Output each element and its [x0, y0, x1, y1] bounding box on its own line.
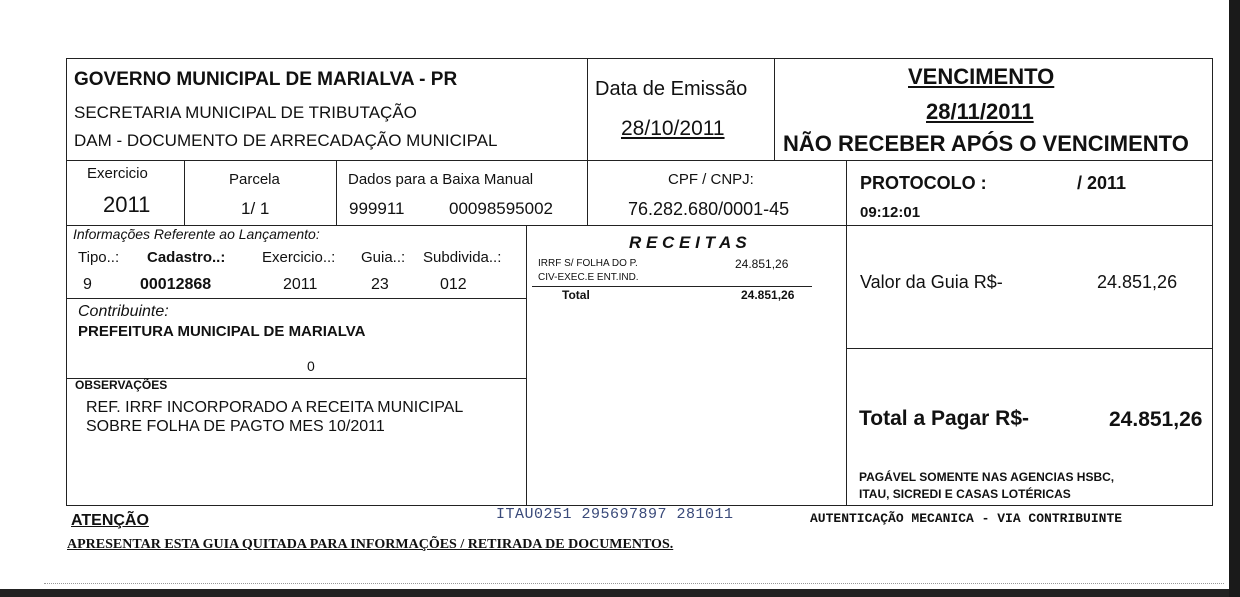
exercicio-value: 2011: [103, 192, 151, 217]
exercicio-label: Exercicio: [87, 165, 148, 182]
tipo-value: 9: [83, 276, 92, 293]
cadastro-value: 00012868: [140, 276, 212, 293]
baixa-value-1: 999911: [349, 199, 405, 218]
receita-item-line2: CIV-EXEC.E ENT.IND.: [538, 272, 639, 283]
protocolo-year: / 2011: [1077, 173, 1127, 193]
guia-label: Guia..:: [361, 249, 406, 266]
exercicio-lanc-label: Exercicio..:: [262, 249, 336, 266]
valor-guia-value: 24.851,26: [1097, 272, 1178, 292]
receitas-total-line: [532, 286, 812, 287]
receitas-title: R E C E I T A S: [629, 233, 747, 252]
scan-bottom-edge: [0, 589, 1240, 597]
divider: [846, 160, 847, 506]
autenticacao-text: AUTENTICAÇÃO MECANICA - VIA CONTRIBUINTE: [810, 511, 1123, 526]
scan-dotted-line: [44, 583, 1224, 584]
protocolo-label: PROTOCOLO :: [860, 173, 987, 193]
aviso-text: APRESENTAR ESTA GUIA QUITADA PARA INFORMAÇÕES / RETIRADA DE DOCUMENTOS.: [67, 537, 674, 552]
pagavel-note-2: ITAU, SICREDI E CASAS LOTÉRICAS: [859, 487, 1071, 501]
divider: [846, 348, 1213, 349]
divider: [66, 160, 1213, 161]
org-title: GOVERNO MUNICIPAL DE MARIALVA - PR: [74, 69, 458, 90]
divider: [774, 58, 775, 161]
divider: [587, 58, 588, 225]
divider: [526, 225, 527, 506]
tipo-label: Tipo..:: [78, 249, 120, 266]
divider: [184, 160, 185, 225]
scan-right-edge: [1229, 0, 1240, 597]
due-date: 28/11/2011: [926, 99, 1034, 124]
receitas-total-label: Total: [562, 288, 590, 302]
baixa-value-2: 00098595002: [449, 199, 554, 218]
contribuinte-label: Contribuinte:: [78, 303, 169, 320]
pagavel-note-1: PAGÁVEL SOMENTE NAS AGENCIAS HSBC,: [859, 470, 1115, 484]
subdivida-label: Subdivida..:: [423, 249, 502, 266]
protocolo-time: 09:12:01: [860, 204, 921, 221]
dept-title: SECRETARIA MUNICIPAL DE TRIBUTAÇÃO: [74, 103, 417, 122]
lancamento-title: Informações Referente ao Lançamento:: [73, 226, 320, 242]
emission-date: 28/10/2011: [621, 117, 725, 140]
atencao-label: ATENÇÃO: [71, 512, 149, 529]
guia-value: 23: [371, 276, 389, 293]
divider: [336, 160, 337, 225]
total-pagar-label: Total a Pagar R$-: [859, 407, 1029, 430]
observacoes-line1: REF. IRRF INCORPORADO A RECEITA MUNICIPAL: [86, 399, 464, 416]
valor-guia-label: Valor da Guia R$-: [860, 272, 1003, 292]
parcela-value: 1/ 1: [241, 199, 270, 218]
due-label: VENCIMENTO: [908, 64, 1055, 89]
emission-label: Data de Emissão: [595, 78, 748, 100]
receitas-total-value: 24.851,26: [741, 288, 795, 302]
observacoes-label: OBSERVAÇÕES: [75, 378, 168, 392]
parcela-label: Parcela: [229, 171, 280, 188]
cadastro-label: Cadastro..:: [147, 249, 226, 266]
cpf-label: CPF / CNPJ:: [668, 171, 754, 188]
doc-title: DAM - DOCUMENTO DE ARRECADAÇÃO MUNICIPAL: [74, 131, 498, 150]
receita-item-value: 24.851,26: [735, 257, 789, 271]
contribuinte-number: 0: [307, 358, 315, 374]
divider: [66, 298, 526, 299]
receita-item-line1: IRRF S/ FOLHA DO P.: [538, 258, 638, 269]
bank-stamp: ITAU0251 295697897 281011: [496, 506, 734, 523]
observacoes-line2: SOBRE FOLHA DE PAGTO MES 10/2011: [86, 418, 385, 435]
baixa-label: Dados para a Baixa Manual: [348, 171, 534, 188]
cpf-value: 76.282.680/0001-45: [628, 199, 790, 219]
due-warning: NÃO RECEBER APÓS O VENCIMENTO: [783, 131, 1189, 156]
exercicio-lanc-value: 2011: [283, 276, 318, 293]
contribuinte-name: PREFEITURA MUNICIPAL DE MARIALVA: [78, 323, 366, 340]
subdivida-value: 012: [440, 276, 467, 293]
total-pagar-value: 24.851,26: [1109, 408, 1203, 431]
